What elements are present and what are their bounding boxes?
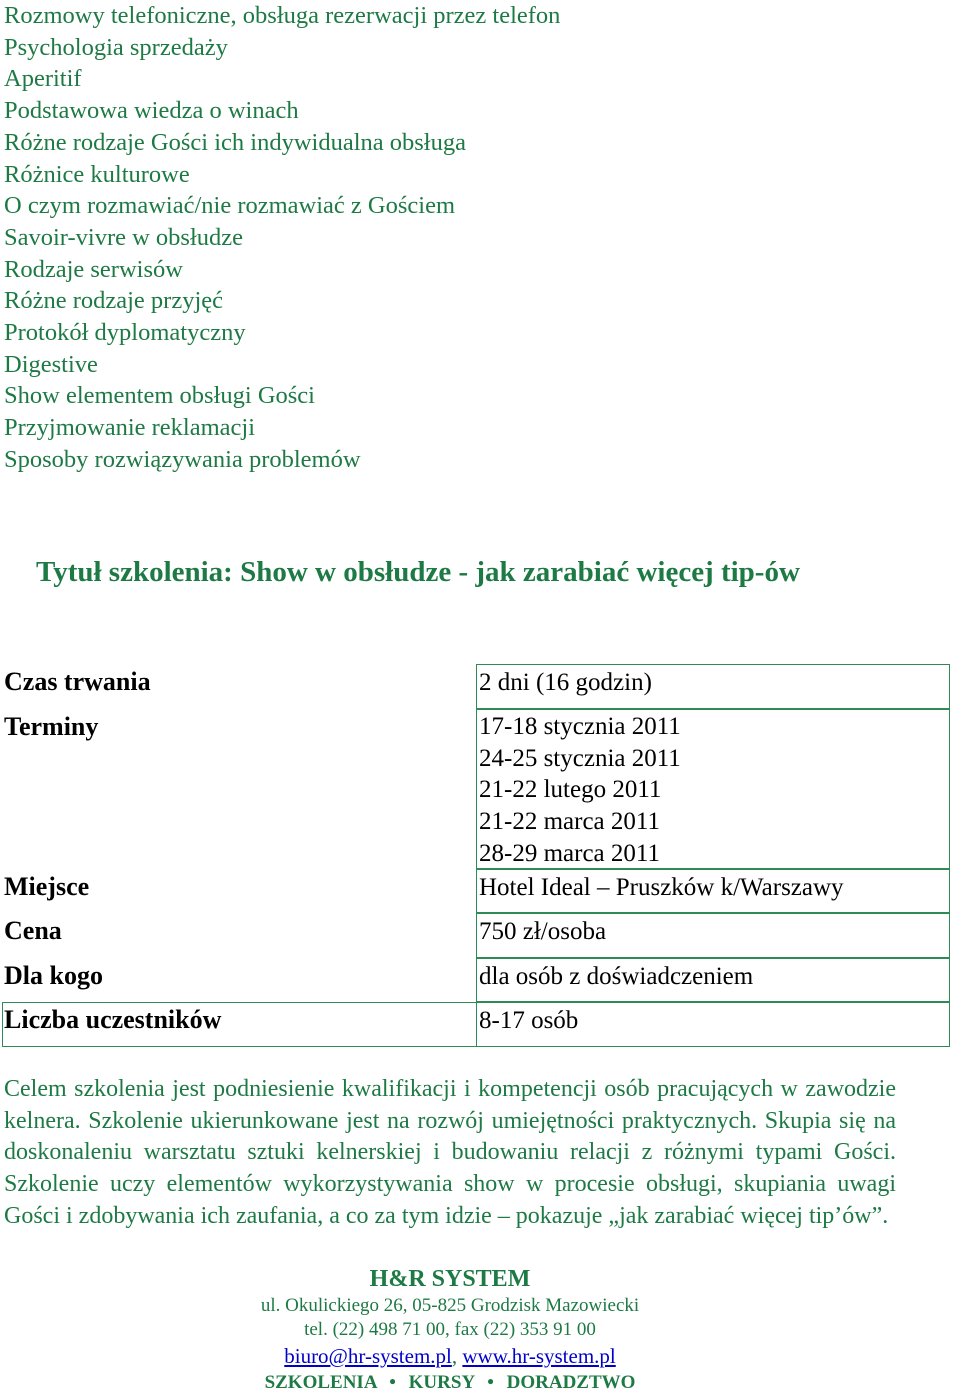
topic-item: Różne rodzaje Gości ich indywidualna obsługa xyxy=(4,128,466,156)
topic-item: Przyjmowanie reklamacji xyxy=(4,414,256,442)
topic-item: Psychologia sprzedaży xyxy=(4,33,228,61)
detail-value-cell xyxy=(476,1002,950,1047)
topic-item: Aperitif xyxy=(4,65,82,93)
detail-value-cell xyxy=(476,913,950,958)
topic-item: Rodzaje serwisów xyxy=(4,255,183,283)
contact-links xyxy=(0,1342,900,1370)
date-item: 21-22 marca 2011 xyxy=(479,808,660,836)
topic-item: Savoir-vivre w obsłudze xyxy=(4,223,244,251)
detail-value: dla osób z doświadczeniem xyxy=(479,963,754,990)
course-description: Celem szkolenia jest podniesienie kwalifikacji i kompetencji osób pracujących w zawodzie kelnera. Szkolenie ukierunkowane jest na rozwój umiejętności praktycznych. Skupia się na doskonaleniu warsztatu sztuki kelnerskiej i budowaniu relacji z różnymi typami Gości. Szkolenie uczy elementów wykorzystywania show w procesie obsługi, skupiania uwagi Gości i zdobywania ich zaufania, a co za tym idzie – pokazuje „jak zarabiać więcej tip’ów”. xyxy=(4,1076,896,1229)
detail-row-place xyxy=(2,869,952,913)
company-name: H&R SYSTEM xyxy=(369,1266,531,1292)
service-item: SZKOLENIA xyxy=(264,1372,377,1393)
service-item: KURSY xyxy=(408,1372,475,1393)
topic-item: O czym rozmawiać/nie rozmawiać z Gościem xyxy=(4,192,456,220)
detail-label: Miejsce xyxy=(4,872,90,901)
detail-label: Czas trwania xyxy=(4,667,151,696)
services-list xyxy=(0,1370,900,1396)
detail-value-cell xyxy=(476,869,950,913)
topic-item: Różne rodzaje przyjęć xyxy=(4,287,224,315)
detail-value: 2 dni (16 godzin) xyxy=(479,669,652,696)
detail-label: Liczba uczestników xyxy=(4,1005,222,1034)
course-details-table xyxy=(2,664,952,1047)
topic-item: Sposoby rozwiązywania problemów xyxy=(4,445,361,473)
topic-item: Rozmowy telefoniczne, obsługa rezerwacji przez telefon xyxy=(4,2,561,29)
topic-item: Protokół dyplomatyczny xyxy=(4,319,246,347)
detail-label: Dla kogo xyxy=(4,961,103,990)
detail-label: Terminy xyxy=(4,712,99,741)
detail-value: Hotel Ideal – Pruszków k/Warszawy xyxy=(479,874,844,901)
topic-item: Show elementem obsługi Gości xyxy=(4,382,315,410)
detail-value-cell xyxy=(476,664,950,709)
company-phone: tel. (22) 498 71 00, fax (22) 353 91 00 xyxy=(304,1319,596,1340)
detail-row-duration xyxy=(2,664,952,709)
topic-item: Podstawowa wiedza o winach xyxy=(4,97,299,125)
date-item: 24-25 stycznia 2011 xyxy=(479,744,681,772)
detail-label: Cena xyxy=(4,916,62,945)
date-item: 21-22 lutego 2011 xyxy=(479,776,662,804)
topic-list xyxy=(4,0,560,476)
course-title: Tytuł szkolenia: Show w obsłudze - jak zarabiać więcej tip-ów xyxy=(36,556,800,588)
table-left-border xyxy=(2,1002,476,1047)
date-item: 17-18 stycznia 2011 xyxy=(479,713,681,740)
detail-row-audience xyxy=(2,958,952,1002)
detail-row-price xyxy=(2,913,952,958)
detail-value-cell xyxy=(476,958,950,1002)
website-link[interactable]: www.hr-system.pl xyxy=(462,1344,616,1368)
detail-value-cell xyxy=(476,709,950,869)
detail-row-dates xyxy=(2,709,952,869)
company-footer xyxy=(0,1264,900,1396)
date-item: 28-29 marca 2011 xyxy=(479,839,660,867)
email-link[interactable]: biuro@hr-system.pl xyxy=(284,1344,452,1368)
bullet-icon: • xyxy=(389,1372,396,1393)
topic-item: Digestive xyxy=(4,350,98,378)
company-address: ul. Okulickiego 26, 05-825 Grodzisk Mazowiecki xyxy=(260,1295,640,1316)
bullet-icon: • xyxy=(487,1372,494,1393)
detail-value: 8-17 osób xyxy=(479,1007,579,1034)
date-list xyxy=(479,711,681,870)
service-item: DORADZTWO xyxy=(506,1372,636,1393)
link-separator: , xyxy=(451,1344,458,1368)
topic-item: Różnice kulturowe xyxy=(4,160,190,188)
detail-value: 750 zł/osoba xyxy=(479,918,607,945)
